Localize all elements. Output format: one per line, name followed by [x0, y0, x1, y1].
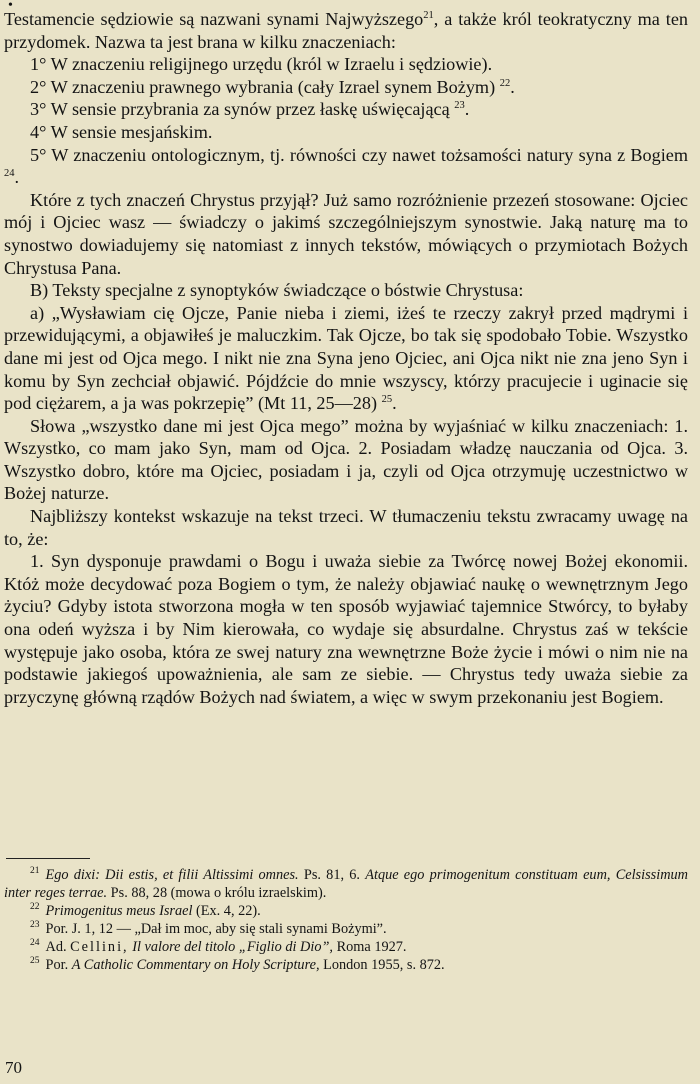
paragraph-2: Które z tych znaczeń Chrystus przyjął? Już samo rozróżnienie przezeń stosowane: Ojciec mój i Ojciec wasz — świadczy o jakimś szczególniejszym synostwie. Jaką naturę ma to synostwo dowiadujemy się natomiast z innych tekstów, mówiących o przymiotach Bożych Chrystusa Pana.	[4, 189, 688, 278]
footnote-22: $^{22}$ Primogenitus meus Israel (Ex. 4, 22).	[30, 902, 261, 919]
footnote-ref-22[interactable]: 22	[499, 77, 511, 89]
page-number: 70	[5, 1058, 22, 1077]
footnote-divider	[6, 858, 90, 859]
main-text	[4, 8, 688, 708]
paragraph-quote: a) „Wysławiam cię Ojcze, Panie nieba i ziemi, iżeś te rzeczy zakrył przed mądrymi i przewidującymi, a objawiłeś je maluczkim. Tak Ojcze, bo tak się spodobało Tobie. Wszystko dane mi jest od Ojca mego. I nikt nie zna Syna jeno Ojciec, ani Ojca nikt nie zna jeno Syn i komu by Syn zechciał objawić. Pójdźcie do mnie wszyscy, którzy pracujecie i uginacie się pod ciężarem, a ja was pokrzepię” (Mt 11, 25—28) $^{25}$.	[4, 302, 688, 414]
footnote-23: $^{23}$ Por. J. 1, 12 — „Dał im moc, aby się stali synami Bożymi”.	[30, 920, 387, 937]
paragraph-5: 1. Syn dysponuje prawdami o Bogu i uważa siebie za Twórcę nowej Bożej ekonomii. Któż może decydować poza Bogiem o tym, że należy objawiać naukę o wewnętrznym Jego życiu? Gdyby istota stworzona mogła w ten sposób wyjawiać tajemnice Stwórcy, to byłaby ona odeń wyższa i by Nim kierowała, co wydaje się absurdalne. Chrystus zaś w tekście występuje jako osoba, która ze swej natury zna wewnętrzne Boże życie i mówi o nim nie na podstawie jakiegoś upoważnienia, ale sam ze siebie. — Chrystus tedy uważa siebie za przyczynę główną rządów Bożych nad światem, a więc w swym przekonaniu jest Bogiem.	[4, 551, 688, 707]
footnote-ref-24[interactable]: 24	[4, 168, 15, 180]
top-dot-mark: •	[8, 0, 13, 13]
footnote-25: $^{25}$ Por. A Catholic Commentary on Holy Scripture, London 1955, s. 872.	[30, 956, 445, 973]
footnote-21: $^{21}$ Ego dixi: Dii estis, et filii Altissimi omnes. Ps. 81, 6. Atque ego primogenitum constituam eum, Celsissimum inter reges terrae. Ps. 88, 28 (mowa o królu izraelskim).	[4, 866, 688, 901]
paragraph-4: Najbliższy kontekst wskazuje na tekst trzeci. W tłumaczeniu tekstu zwracamy uwagę na to, że:	[4, 506, 688, 549]
footnote-ref-23[interactable]: 23	[454, 100, 465, 112]
list-item-3: 3° W sensie przybrania za synów przez łaskę uświęcającą $^{23}$.	[30, 99, 470, 120]
list-item-1: 1° W znaczeniu religijnego urzędu (król w Izraelu i sędziowie).	[30, 54, 493, 75]
footnote-24: $^{24}$ Ad. Cellini, Il valore del titolo „Figlio di Dio”, Roma 1927.	[30, 938, 407, 955]
paragraph-3: Słowa „wszystko dane mi jest Ojca mego” można by wyjaśniać w kilku znaczeniach: 1. Wszystko, co mam jako Syn, mam od Ojca. 2. Posiadam władzę nauczania od Ojca. 3. Wszystko dobro, które ma Ojciec, posiadam i ja, czyli od Ojca otrzymuję uczestnictwo w Bożej naturze.	[4, 415, 688, 504]
footnote-ref-21[interactable]: 21	[423, 9, 434, 21]
footnotes	[4, 866, 688, 974]
footnote-ref-25[interactable]: 25	[381, 394, 393, 406]
list-item-5: 5° W znaczeniu ontologicznym, tj. równości czy nawet tożsamości natury syna z Bogiem $^{24}$.	[4, 144, 688, 188]
list-item-4: 4° W sensie mesjańskim.	[30, 121, 213, 142]
section-heading-b: B) Teksty specjalne z synoptyków świadczące o bóstwie Chrystusa:	[30, 280, 524, 301]
paragraph-1: Testamencie sędziowie są nazwani synami Najwyższego$^{21}$, a także król teokratyczny ma ten przydomek. Nazwa ta jest brana w kilku znaczeniach:	[4, 9, 688, 52]
list-item-2: 2° W znaczeniu prawnego wybrania (cały Izrael synem Bożym) $^{22}$.	[30, 76, 515, 97]
